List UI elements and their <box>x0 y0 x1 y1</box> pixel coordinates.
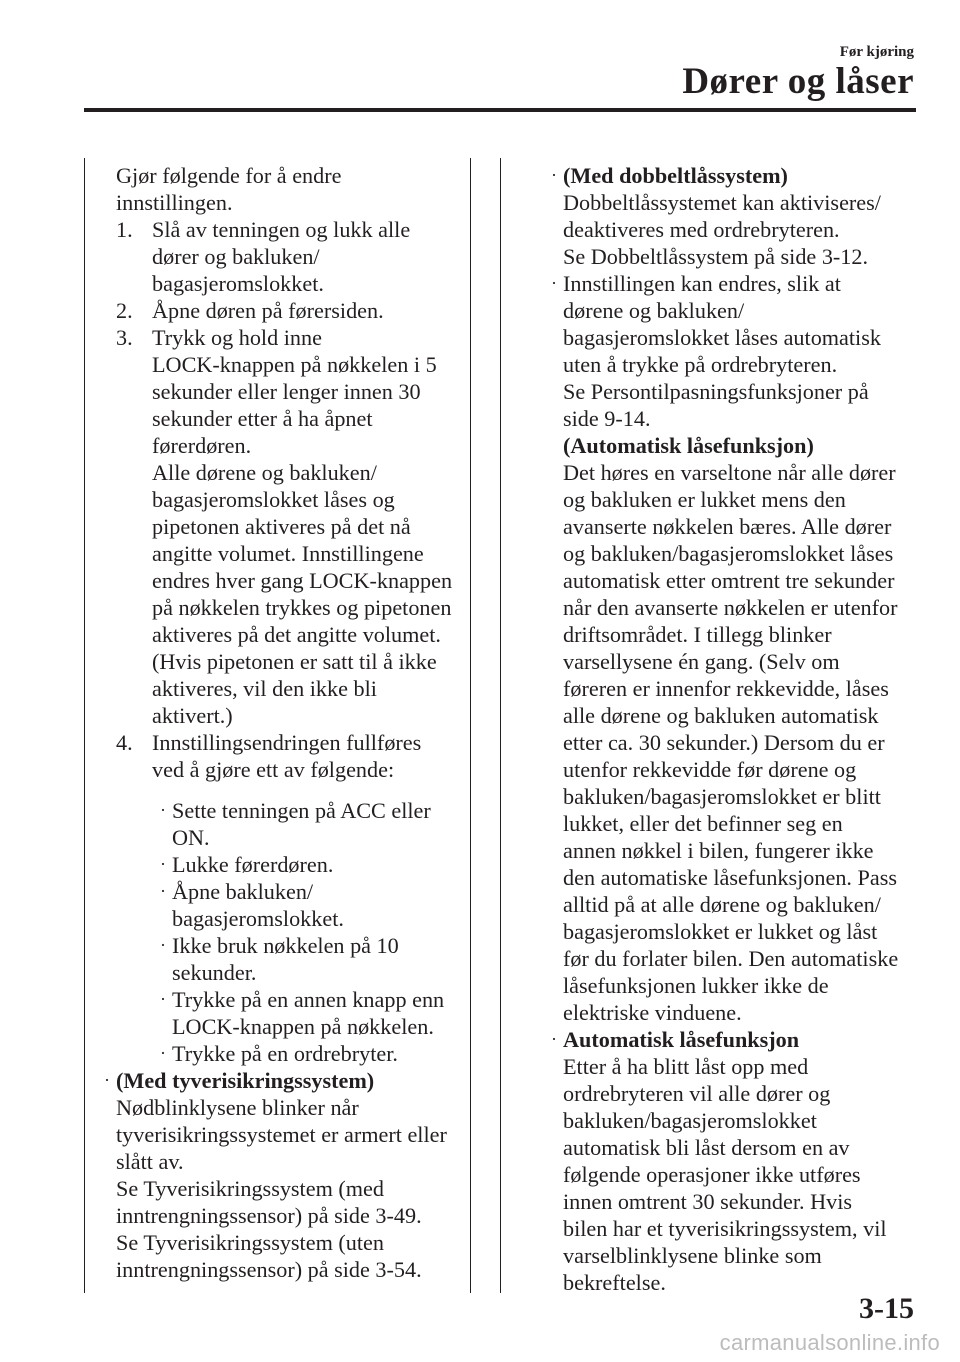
step-line: LOCK-knappen på nøkkelen i 5 <box>152 352 437 377</box>
step-line: aktivert.) <box>152 703 233 728</box>
sub-bullet-item <box>116 986 466 1040</box>
intro-text <box>116 162 466 216</box>
step-line: dører og bakluken/ <box>152 244 320 269</box>
step-line: sekunder eller lenger innen 30 <box>152 379 421 404</box>
sub-bullet-line: sekunder. <box>172 960 257 985</box>
setting-line: elektriske vinduene. <box>563 1000 742 1025</box>
setting-line: låsefunksjonen lukker ikke de <box>563 973 829 998</box>
sub-bullet-item <box>116 851 466 878</box>
theft-line: Se Tyverisikringssystem (med <box>116 1176 384 1201</box>
step-number: 4. <box>116 730 133 755</box>
setting-line: Se Persontilpasningsfunksjoner på <box>563 379 869 404</box>
auto-lock-line: Etter å ha blitt låst opp med <box>563 1054 809 1079</box>
theft-line: inntrengningssensor) på side 3-54. <box>116 1257 422 1282</box>
page-title: Dører og låser <box>682 61 914 102</box>
sub-bullet-line: Åpne bakluken/ <box>172 879 314 904</box>
step-line: Åpne døren på førersiden. <box>152 298 384 323</box>
bullet-glyph: · <box>160 935 166 955</box>
theft-heading: (Med tyverisikringssystem) <box>116 1068 375 1093</box>
bullet-glyph: · <box>551 165 557 185</box>
auto-lock-line: innen omtrent 30 sekunder. Hvis <box>563 1189 853 1214</box>
setting-line: alltid på at alle dørene og bakluken/ <box>563 892 881 917</box>
sub-bullet-line: Trykke på en annen knapp enn <box>172 987 445 1012</box>
section-label: Før kjøring <box>839 44 914 60</box>
double-lock-line: Dobbeltlåssystemet kan aktiviseres/ <box>563 190 881 215</box>
step-line: endres hver gang LOCK-knappen <box>152 568 453 593</box>
step-item <box>116 297 466 324</box>
footer-watermark: carmanualsonline.info <box>719 1330 940 1355</box>
step-line: pipetonen aktiveres på det nå <box>152 514 411 539</box>
step-line: Innstillingsendringen fullføres <box>152 730 422 755</box>
column-divider-mid-2 <box>500 158 501 1293</box>
page-number: 3-15 <box>859 1292 914 1325</box>
auto-lock-section <box>551 1026 908 1296</box>
step-line: Trykk og hold inne <box>152 325 322 350</box>
bullet-glyph: · <box>160 881 166 901</box>
setting-line: etter ca. 30 sekunder.) Dersom du er <box>563 730 885 755</box>
bullet-glyph: · <box>160 989 166 1009</box>
sub-bullet-line: Lukke førerdøren. <box>172 852 334 877</box>
step-line: aktiveres på det angitte volumet. <box>152 622 441 647</box>
step-line: Alle dørene og bakluken/ <box>152 460 377 485</box>
step-number: 1. <box>116 217 133 242</box>
step-line: Slå av tenningen og lukk alle <box>152 217 411 242</box>
header-rule <box>84 108 916 112</box>
auto-lock-line: bilen har et tyverisikringssystem, vil <box>563 1216 887 1241</box>
theft-line: tyverisikringssystemet er armert eller <box>116 1122 447 1147</box>
steps-list <box>116 216 466 783</box>
step-item <box>116 729 466 783</box>
double-lock-section <box>551 162 908 270</box>
theft-section <box>104 1067 466 1283</box>
sub-bullet-list <box>116 797 466 1067</box>
setting-line: side 9-14. <box>563 406 651 431</box>
right-column <box>551 162 908 1296</box>
setting-line: før du forlater bilen. Den automatiske <box>563 946 899 971</box>
setting-line: utenfor rekkevidde før dørene og <box>563 757 857 782</box>
step-line: ved å gjøre ett av følgende: <box>152 757 395 782</box>
setting-line: bakluken/bagasjeromslokket er blitt <box>563 784 881 809</box>
theft-line: inntrengningssensor) på side 3-49. <box>116 1203 422 1228</box>
bullet-glyph: · <box>104 1070 110 1090</box>
step-number: 3. <box>116 325 133 350</box>
theft-line: Nødblinklysene blinker når <box>116 1095 359 1120</box>
double-lock-heading: (Med dobbeltlåssystem) <box>563 163 788 188</box>
sub-bullet-line: Sette tenningen på ACC eller <box>172 798 431 823</box>
sub-bullet-line: ON. <box>172 825 210 850</box>
column-divider-left <box>84 158 85 1293</box>
step-line: på nøkkelen trykkes og pipetonen <box>152 595 452 620</box>
setting-line: Det høres en varseltone når alle dører <box>563 460 896 485</box>
theft-line: slått av. <box>116 1149 184 1174</box>
sub-bullet-line: LOCK-knappen på nøkkelen. <box>172 1014 434 1039</box>
setting-line: avanserte nøkkelen bæres. Alle dører <box>563 514 892 539</box>
bullet-glyph: · <box>160 800 166 820</box>
setting-line: bagasjeromslokket er lukket og låst <box>563 919 878 944</box>
step-line: førerdøren. <box>152 433 252 458</box>
auto-lock-line: varselblinklysene blinke som <box>563 1243 822 1268</box>
auto-lock-subheading: (Automatisk låsefunksjon) <box>563 433 814 458</box>
auto-lock-line: bekreftelse. <box>563 1270 666 1295</box>
sub-bullet-line: bagasjeromslokket. <box>172 906 344 931</box>
step-line: aktiveres, vil den ikke bli <box>152 676 377 701</box>
sub-bullet-line: Trykke på en ordrebryter. <box>172 1041 398 1066</box>
bullet-glyph: · <box>160 854 166 874</box>
intro-line: Gjør følgende for å endre <box>116 163 342 188</box>
setting-line: og bakluken er lukket mens den <box>563 487 846 512</box>
setting-line: annen nøkkel i bilen, fungerer ikke <box>563 838 874 863</box>
double-lock-line: deaktiveres med ordrebryteren. <box>563 217 840 242</box>
setting-line: når den avanserte nøkkelen er utenfor <box>563 595 898 620</box>
auto-lock-line: bakluken/bagasjeromslokket <box>563 1108 817 1133</box>
setting-line: og bakluken/bagasjeromslokket låses <box>563 541 894 566</box>
sub-bullet-item <box>116 878 466 932</box>
step-line: (Hvis pipetonen er satt til å ikke <box>152 649 437 674</box>
auto-lock-line: følgende operasjoner ikke utføres <box>563 1162 861 1187</box>
setting-line: uten å trykke på ordrebryteren. <box>563 352 838 377</box>
sub-bullet-item <box>116 932 466 986</box>
auto-lock-line: automatisk bli låst dersom en av <box>563 1135 850 1160</box>
step-line: angitte volumet. Innstillingene <box>152 541 424 566</box>
step-number: 2. <box>116 298 133 323</box>
double-lock-line: Se Dobbeltlåssystem på side 3-12. <box>563 244 869 269</box>
intro-line: innstillingen. <box>116 190 233 215</box>
bullet-glyph: · <box>551 1029 557 1049</box>
sub-bullet-line: Ikke bruk nøkkelen på 10 <box>172 933 399 958</box>
setting-line: dørene og bakluken/ <box>563 298 745 323</box>
setting-line: føreren er innenfor rekkevidde, låses <box>563 676 889 701</box>
step-item <box>116 324 466 729</box>
setting-line: varsellysene én gang. (Selv om <box>563 649 840 674</box>
setting-line: Innstillingen kan endres, slik at <box>563 271 841 296</box>
step-line: sekunder etter å ha åpnet <box>152 406 373 431</box>
auto-lock-line: ordrebryteren vil alle dører og <box>563 1081 831 1106</box>
left-column <box>104 162 466 1283</box>
setting-line: lukket, eller det befinner seg en <box>563 811 843 836</box>
sub-bullet-item <box>116 1040 466 1067</box>
setting-line: automatisk etter omtrent tre sekunder <box>563 568 895 593</box>
setting-line: den automatiske låsefunksjonen. Pass <box>563 865 897 890</box>
auto-lock-heading: Automatisk låsefunksjon <box>563 1027 800 1052</box>
setting-line: alle dørene og bakluken automatisk <box>563 703 879 728</box>
setting-line: bagasjeromslokket låses automatisk <box>563 325 881 350</box>
step-item <box>116 216 466 297</box>
bullet-glyph: · <box>160 1043 166 1063</box>
step-line: bagasjeromslokket. <box>152 271 324 296</box>
theft-line: Se Tyverisikringssystem (uten <box>116 1230 384 1255</box>
column-divider-mid-1 <box>470 158 471 1293</box>
sub-bullet-item <box>116 797 466 851</box>
bullet-glyph: · <box>551 273 557 293</box>
setting-section <box>551 270 908 1026</box>
step-line: bagasjeromslokket låses og <box>152 487 395 512</box>
setting-line: driftsområdet. I tillegg blinker <box>563 622 832 647</box>
